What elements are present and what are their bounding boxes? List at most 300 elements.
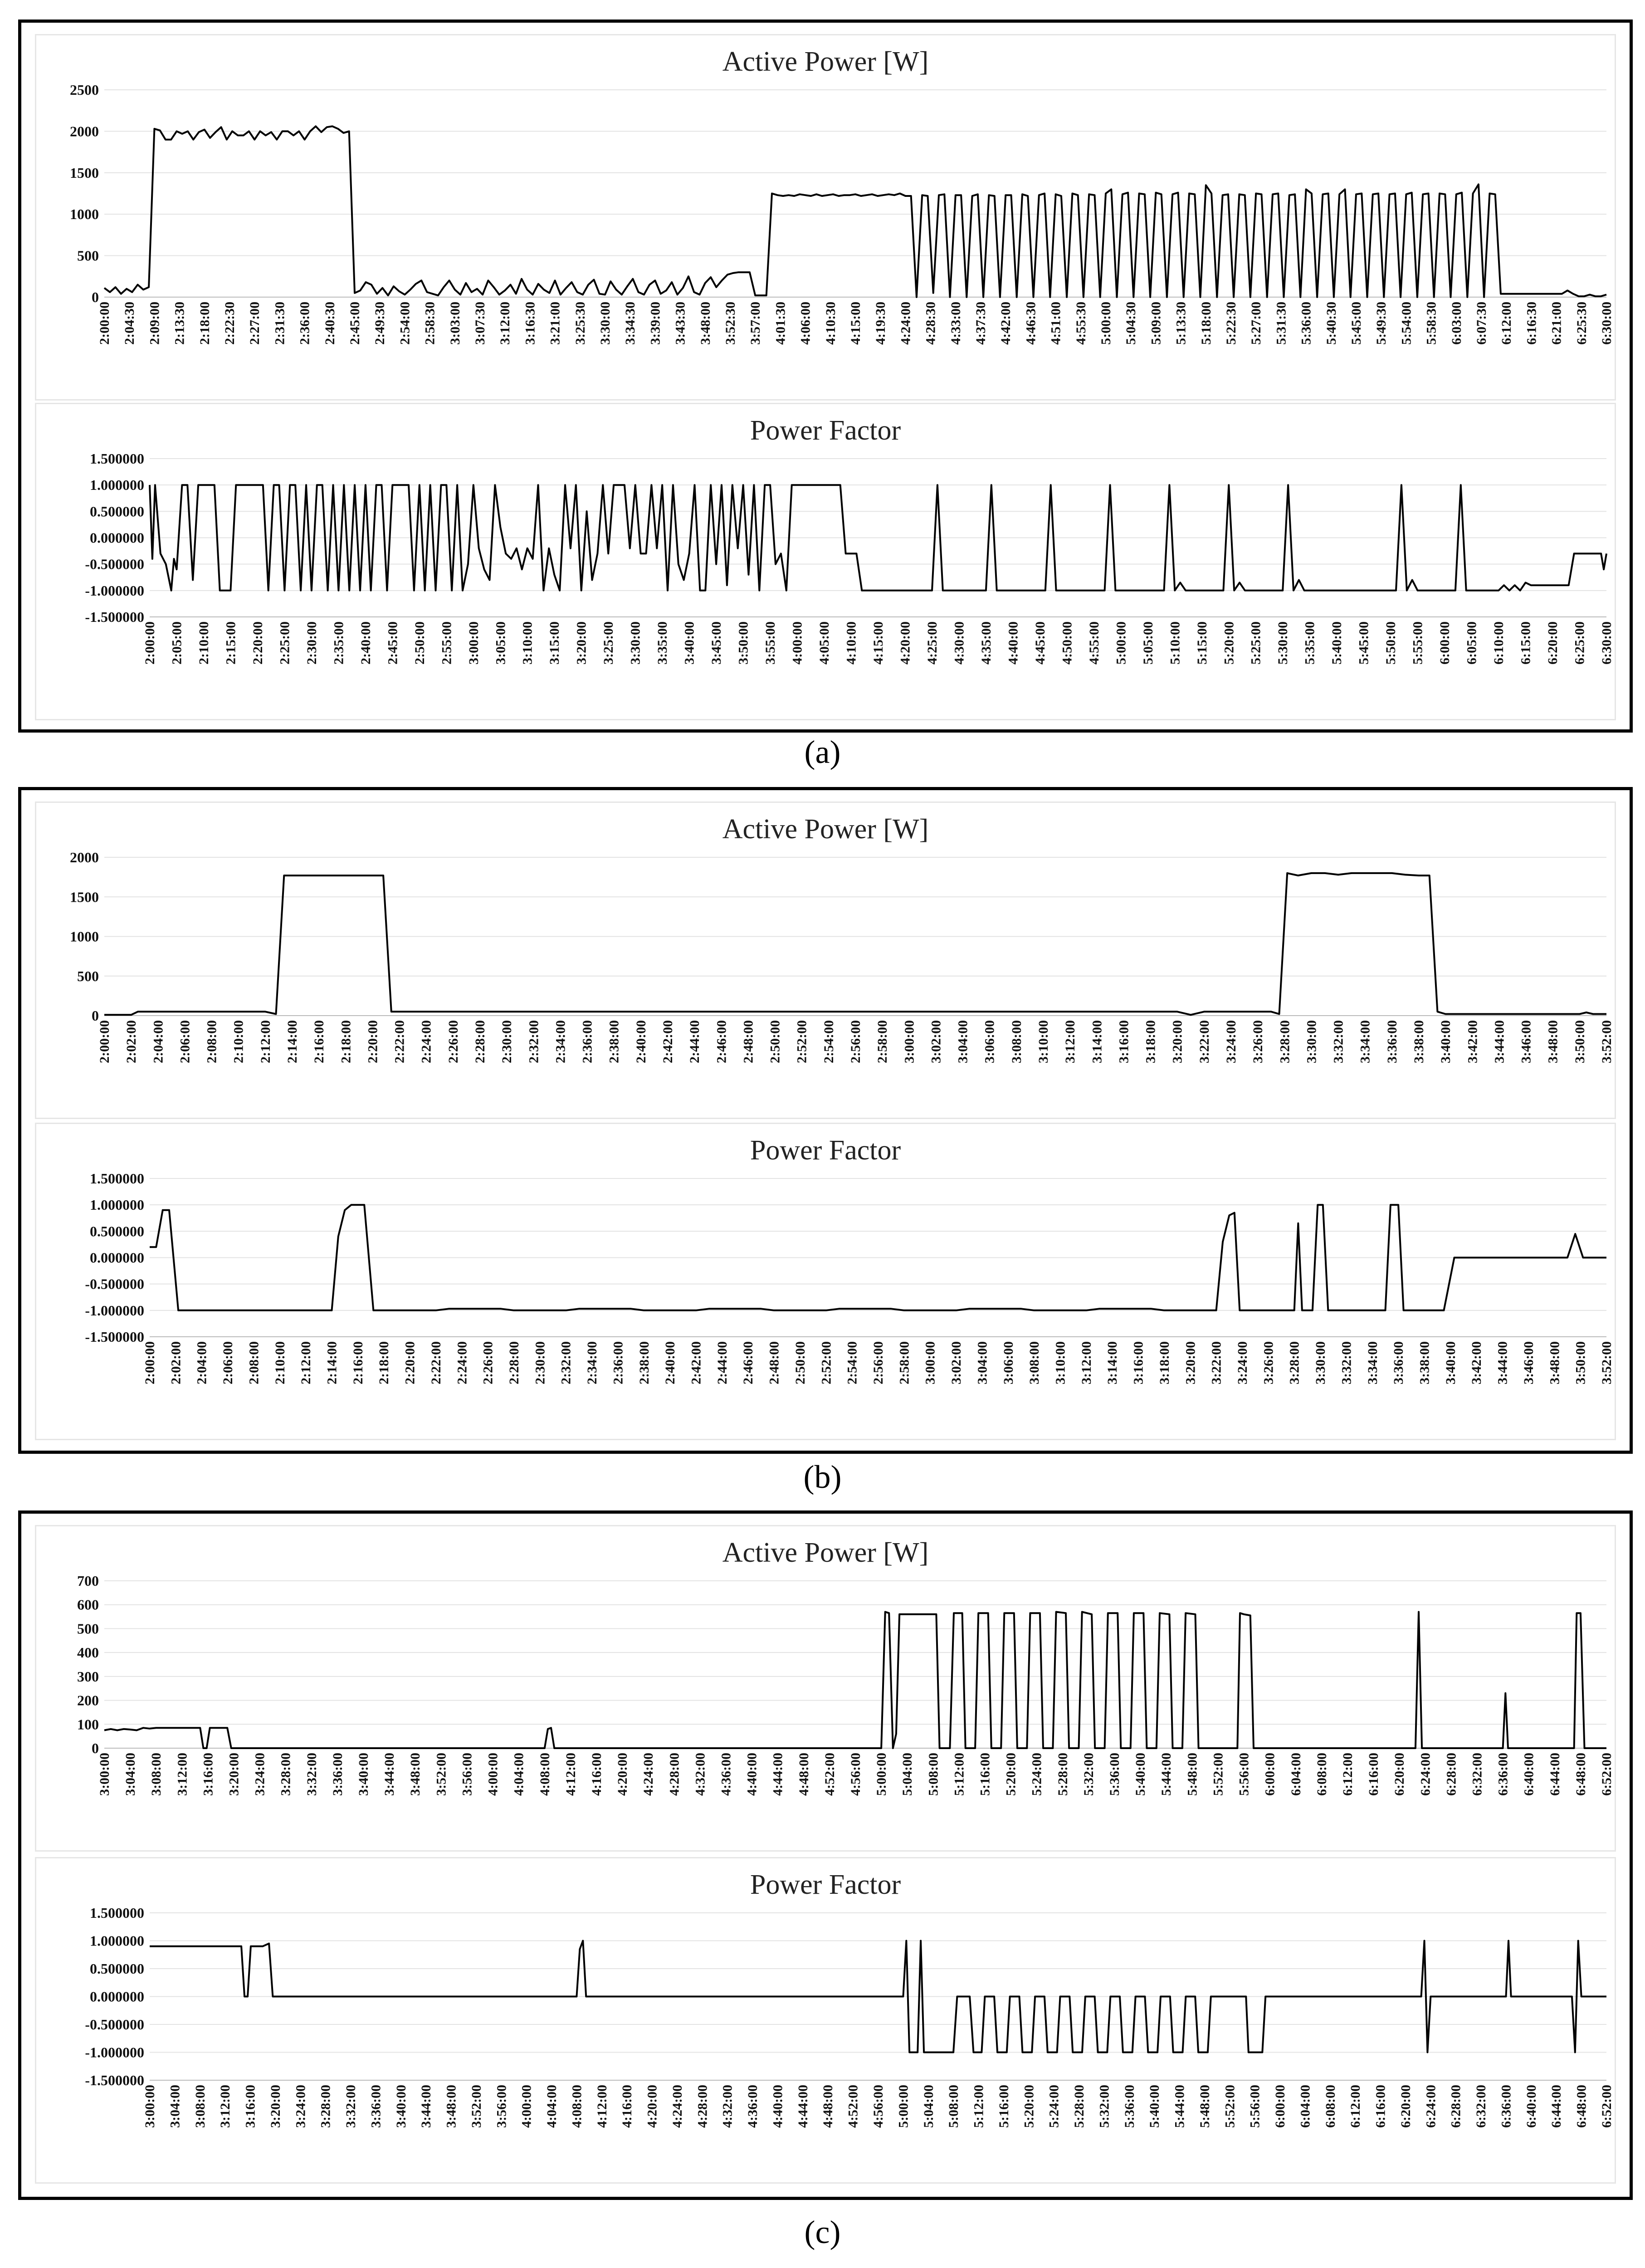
x-tick-label: 6:15:00: [1518, 621, 1533, 665]
x-tick-label: 6:08:00: [1323, 2085, 1338, 2128]
x-tick-label: 6:36:00: [1499, 2085, 1514, 2128]
series-line: [104, 873, 1606, 1015]
x-tick-label: 4:36:00: [718, 1753, 734, 1796]
x-tick-label: 3:45:00: [709, 621, 724, 665]
x-tick-label: 3:14:00: [1105, 1341, 1120, 1384]
x-tick-label: 5:00:00: [896, 2085, 911, 2128]
x-tick-label: 6:36:00: [1495, 1753, 1511, 1796]
x-tick-label: 2:45:00: [385, 621, 400, 665]
x-tick-label: 6:08:00: [1314, 1753, 1329, 1796]
x-tick-label: 2:28:00: [473, 1020, 488, 1063]
x-tick-label: 5:36:00: [1298, 302, 1314, 345]
x-tick-label: 2:22:30: [222, 302, 237, 345]
x-tick-label: 3:00:00: [466, 621, 481, 665]
x-tick-label: 3:00:00: [902, 1020, 917, 1063]
x-tick-label: 6:04:00: [1288, 1753, 1303, 1796]
chart-title: Active Power [W]: [722, 46, 929, 77]
x-tick-label: 2:22:00: [392, 1020, 407, 1063]
x-tick-label: 2:34:00: [585, 1341, 600, 1384]
x-tick-label: 5:40:30: [1323, 302, 1339, 345]
x-tick-label: 3:44:00: [419, 2085, 434, 2128]
x-tick-label: 3:12:00: [498, 302, 513, 345]
y-tick-label: -1.000000: [85, 2044, 144, 2061]
x-tick-label: 3:42:00: [1465, 1020, 1480, 1063]
x-tick-label: 2:22:00: [428, 1341, 444, 1384]
x-tick-label: 2:00:00: [142, 1341, 157, 1384]
x-tick-label: 3:52:00: [1599, 1020, 1614, 1063]
x-tick-label: 2:09:00: [147, 302, 162, 345]
x-tick-label: 3:12:00: [1063, 1020, 1078, 1063]
x-tick-label: 4:00:00: [485, 1753, 501, 1796]
x-tick-label: 4:40:00: [1006, 621, 1021, 665]
x-tick-label: 3:28:00: [278, 1753, 293, 1796]
x-tick-label: 4:16:00: [620, 2085, 635, 2128]
x-tick-label: 2:50:00: [792, 1341, 808, 1384]
x-tick-label: 3:57:00: [748, 302, 763, 345]
x-tick-label: 6:32:00: [1469, 1753, 1485, 1796]
x-tick-label: 6:40:00: [1523, 2085, 1539, 2128]
x-tick-label: 2:20:00: [365, 1020, 381, 1063]
x-tick-label: 2:13:30: [172, 302, 187, 345]
x-tick-label: 2:52:00: [794, 1020, 810, 1063]
x-tick-label: 3:22:00: [1209, 1341, 1224, 1384]
x-tick-label: 5:16:00: [996, 2085, 1011, 2128]
x-tick-label: 4:55:00: [1086, 621, 1102, 665]
x-tick-label: 2:38:00: [606, 1020, 622, 1063]
x-tick-label: 4:51:00: [1048, 302, 1064, 345]
y-tick-label: -0.500000: [85, 556, 144, 572]
x-tick-label: 2:06:00: [177, 1020, 193, 1063]
x-tick-label: 3:20:00: [574, 621, 589, 665]
y-tick-label: 200: [77, 1692, 99, 1709]
x-tick-label: 3:18:00: [1157, 1341, 1172, 1384]
x-tick-label: 3:02:00: [928, 1020, 944, 1063]
x-tick-label: 3:50:00: [736, 621, 751, 665]
x-tick-label: 3:38:00: [1417, 1341, 1432, 1384]
x-tick-label: 2:24:00: [454, 1341, 470, 1384]
x-tick-label: 3:40:00: [1438, 1020, 1454, 1063]
x-tick-label: 6:16:00: [1373, 2085, 1388, 2128]
x-tick-label: 3:43:30: [673, 302, 688, 345]
x-tick-label: 4:28:00: [667, 1753, 682, 1796]
x-tick-label: 3:30:00: [628, 621, 643, 665]
x-tick-label: 6:07:30: [1474, 302, 1489, 345]
x-tick-label: 4:28:00: [695, 2085, 710, 2128]
x-tick-label: 2:26:00: [445, 1020, 461, 1063]
x-tick-label: 4:25:00: [924, 621, 940, 665]
x-tick-label: 3:04:00: [975, 1341, 990, 1384]
x-tick-label: 4:45:00: [1032, 621, 1048, 665]
x-tick-label: 4:05:00: [817, 621, 832, 665]
x-tick-label: 6:52:00: [1599, 2085, 1614, 2128]
x-tick-label: 2:02:00: [124, 1020, 139, 1063]
x-tick-label: 2:08:00: [246, 1341, 262, 1384]
x-tick-label: 6:52:00: [1599, 1753, 1614, 1796]
x-tick-label: 3:36:00: [330, 1753, 345, 1796]
x-tick-label: 3:12:00: [1079, 1341, 1094, 1384]
x-tick-label: 3:00:00: [97, 1753, 112, 1796]
x-tick-label: 5:28:00: [1072, 2085, 1087, 2128]
x-tick-label: 4:24:00: [641, 1753, 656, 1796]
x-tick-label: 6:24:00: [1418, 1753, 1433, 1796]
x-tick-label: 3:05:00: [493, 621, 508, 665]
x-tick-label: 2:48:00: [741, 1020, 756, 1063]
x-tick-label: 3:35:00: [655, 621, 670, 665]
y-tick-label: 2000: [70, 123, 99, 140]
y-tick-label: 0.000000: [90, 529, 144, 546]
x-tick-label: 6:04:00: [1298, 2085, 1313, 2128]
x-tick-label: 4:19:30: [873, 302, 888, 345]
x-tick-label: 3:00:00: [923, 1341, 938, 1384]
x-tick-label: 6:05:00: [1464, 621, 1479, 665]
x-tick-label: 3:40:00: [682, 621, 697, 665]
x-tick-label: 4:33:00: [948, 302, 963, 345]
x-tick-label: 2:14:00: [285, 1020, 300, 1063]
x-tick-label: 6:28:00: [1444, 1753, 1459, 1796]
x-tick-label: 3:32:00: [304, 1753, 319, 1796]
x-tick-label: 5:15:00: [1194, 621, 1210, 665]
x-tick-label: 3:04:00: [123, 1753, 138, 1796]
x-tick-label: 6:20:00: [1545, 621, 1561, 665]
series-line: [150, 1941, 1606, 2053]
x-tick-label: 5:45:00: [1356, 621, 1372, 665]
x-tick-label: 4:12:00: [594, 2085, 610, 2128]
x-tick-label: 5:49:30: [1374, 302, 1389, 345]
x-tick-label: 2:04:30: [122, 302, 137, 345]
caption-c: (c): [804, 2214, 841, 2250]
x-tick-label: 5:40:00: [1329, 621, 1345, 665]
x-tick-label: 3:04:00: [167, 2085, 183, 2128]
x-tick-label: 3:00:00: [142, 2085, 157, 2128]
x-tick-label: 2:10:00: [272, 1341, 288, 1384]
x-tick-label: 5:28:00: [1055, 1753, 1070, 1796]
x-tick-label: 3:07:30: [473, 302, 488, 345]
x-tick-label: 2:14:00: [324, 1341, 340, 1384]
x-tick-label: 5:24:00: [1029, 1753, 1045, 1796]
x-tick-label: 3:40:00: [1443, 1341, 1458, 1384]
y-tick-label: -1.500000: [85, 2072, 144, 2088]
x-tick-label: 4:04:00: [544, 2085, 560, 2128]
panel-c: [18, 1510, 1633, 2200]
x-tick-label: 3:52:00: [469, 2085, 484, 2128]
x-tick-label: 5:04:00: [921, 2085, 936, 2128]
x-tick-label: 6:25:30: [1574, 302, 1589, 345]
x-tick-label: 2:40:00: [358, 621, 373, 665]
series-line: [104, 1612, 1606, 1749]
x-tick-label: 4:37:30: [973, 302, 988, 345]
x-tick-label: 3:44:00: [1492, 1020, 1507, 1063]
y-tick-label: 1000: [70, 206, 99, 223]
x-tick-label: 2:12:00: [258, 1020, 273, 1063]
x-tick-label: 2:00:00: [142, 621, 157, 665]
x-tick-label: 6:00:00: [1262, 1753, 1278, 1796]
x-tick-label: 3:25:00: [601, 621, 616, 665]
x-tick-label: 2:16:00: [350, 1341, 366, 1384]
x-tick-label: 2:44:00: [687, 1020, 703, 1063]
caption-a: (a): [804, 734, 841, 770]
y-tick-label: 500: [77, 247, 99, 264]
x-tick-label: 5:12:00: [952, 1753, 967, 1796]
x-tick-label: 4:50:00: [1059, 621, 1075, 665]
x-tick-label: 5:05:00: [1140, 621, 1156, 665]
panel-b: [18, 787, 1633, 1454]
x-tick-label: 3:08:00: [1027, 1341, 1042, 1384]
x-tick-label: 4:36:00: [745, 2085, 761, 2128]
x-tick-label: 3:39:00: [648, 302, 663, 345]
y-tick-label: -1.500000: [85, 1329, 144, 1345]
x-tick-label: 5:27:00: [1249, 302, 1264, 345]
x-tick-label: 6:40:00: [1521, 1753, 1537, 1796]
x-tick-label: 4:15:00: [871, 621, 886, 665]
x-tick-label: 6:44:00: [1549, 2085, 1564, 2128]
x-tick-label: 2:25:00: [277, 621, 293, 665]
x-tick-label: 5:45:00: [1349, 302, 1364, 345]
x-tick-label: 3:56:00: [494, 2085, 509, 2128]
x-tick-label: 4:06:00: [798, 302, 813, 345]
x-tick-label: 2:18:00: [376, 1341, 392, 1384]
x-tick-label: 5:58:30: [1424, 302, 1439, 345]
x-tick-label: 2:27:00: [247, 302, 263, 345]
x-tick-label: 3:30:00: [598, 302, 613, 345]
y-tick-label: -1.000000: [85, 582, 144, 599]
x-tick-label: 5:04:00: [900, 1753, 915, 1796]
x-tick-label: 3:10:00: [1036, 1020, 1051, 1063]
x-tick-label: 5:32:00: [1097, 2085, 1112, 2128]
x-tick-label: 2:30:00: [532, 1341, 548, 1384]
x-tick-label: 3:48:00: [698, 302, 713, 345]
x-tick-label: 3:06:00: [982, 1020, 997, 1063]
x-tick-label: 4:32:00: [693, 1753, 708, 1796]
x-tick-label: 4:20:00: [644, 2085, 660, 2128]
x-tick-label: 2:10:00: [231, 1020, 246, 1063]
x-tick-label: 2:00:00: [97, 1020, 112, 1063]
x-tick-label: 6:12:00: [1340, 1753, 1355, 1796]
x-tick-label: 3:24:00: [1224, 1020, 1239, 1063]
x-tick-label: 3:34:00: [1357, 1020, 1373, 1063]
x-tick-label: 5:10:00: [1167, 621, 1183, 665]
x-tick-label: 3:14:00: [1089, 1020, 1105, 1063]
x-tick-label: 6:00:00: [1437, 621, 1453, 665]
x-tick-label: 3:46:00: [1521, 1341, 1536, 1384]
x-tick-label: 3:36:00: [1391, 1341, 1406, 1384]
x-tick-label: 2:08:00: [204, 1020, 220, 1063]
x-tick-label: 3:30:00: [1313, 1341, 1328, 1384]
x-tick-label: 2:28:00: [507, 1341, 522, 1384]
x-tick-label: 3:52:00: [1599, 1341, 1614, 1384]
x-tick-label: 3:52:30: [723, 302, 738, 345]
x-tick-label: 3:30:00: [1304, 1020, 1319, 1063]
x-tick-label: 6:32:00: [1474, 2085, 1489, 2128]
x-tick-label: 6:20:00: [1398, 2085, 1413, 2128]
x-tick-label: 4:52:00: [822, 1753, 837, 1796]
x-tick-label: 2:20:00: [250, 621, 265, 665]
x-tick-label: 3:20:00: [226, 1753, 242, 1796]
x-tick-label: 6:25:00: [1572, 621, 1587, 665]
x-tick-label: 4:42:00: [998, 302, 1014, 345]
x-tick-label: 3:10:00: [520, 621, 535, 665]
x-tick-label: 3:40:00: [356, 1753, 371, 1796]
x-tick-label: 5:08:00: [926, 1753, 941, 1796]
chart-c-power-factor: [35, 1857, 1616, 2184]
x-tick-label: 2:10:00: [196, 621, 211, 665]
x-tick-label: 5:48:00: [1197, 2085, 1212, 2128]
x-tick-label: 2:15:00: [223, 621, 239, 665]
y-tick-label: 300: [77, 1668, 99, 1685]
series-line: [104, 126, 1606, 297]
x-tick-label: 5:00:00: [1098, 302, 1113, 345]
y-tick-label: -1.000000: [85, 1302, 144, 1319]
x-tick-label: 2:26:00: [480, 1341, 496, 1384]
x-tick-label: 2:06:00: [220, 1341, 236, 1384]
x-tick-label: 6:30:00: [1599, 621, 1614, 665]
x-tick-label: 4:00:00: [790, 621, 805, 665]
x-tick-label: 3:44:00: [1495, 1341, 1510, 1384]
x-tick-label: 2:54:00: [397, 302, 413, 345]
x-tick-label: 5:44:00: [1172, 2085, 1187, 2128]
x-tick-label: 4:00:00: [519, 2085, 534, 2128]
x-tick-label: 3:21:00: [547, 302, 563, 345]
x-tick-label: 3:02:00: [949, 1341, 964, 1384]
y-tick-label: 0.500000: [90, 1960, 144, 1977]
x-tick-label: 3:40:00: [393, 2085, 409, 2128]
x-tick-label: 5:20:00: [1003, 1753, 1019, 1796]
x-tick-label: 3:28:00: [318, 2085, 333, 2128]
x-tick-label: 2:48:00: [766, 1341, 782, 1384]
x-tick-label: 5:50:00: [1383, 621, 1399, 665]
x-tick-label: 3:18:00: [1143, 1020, 1158, 1063]
x-tick-label: 3:28:00: [1277, 1020, 1293, 1063]
x-tick-label: 6:28:00: [1448, 2085, 1464, 2128]
x-tick-label: 2:46:00: [714, 1020, 729, 1063]
x-tick-label: 6:48:00: [1573, 1753, 1588, 1796]
x-tick-label: 5:55:00: [1410, 621, 1425, 665]
x-tick-label: 2:36:00: [580, 1020, 595, 1063]
x-tick-label: 3:16:00: [1116, 1020, 1132, 1063]
x-tick-label: 2:18:00: [197, 302, 212, 345]
chart-b-power-factor: [35, 1123, 1616, 1440]
x-tick-label: 5:08:00: [946, 2085, 962, 2128]
x-tick-label: 2:36:00: [610, 1341, 626, 1384]
x-tick-label: 2:58:30: [422, 302, 438, 345]
y-tick-label: 400: [77, 1644, 99, 1661]
x-tick-label: 3:44:00: [382, 1753, 397, 1796]
x-tick-label: 2:42:00: [660, 1020, 675, 1063]
x-tick-label: 6:24:00: [1423, 2085, 1439, 2128]
x-tick-label: 4:24:00: [669, 2085, 685, 2128]
x-tick-label: 5:09:00: [1148, 302, 1164, 345]
x-tick-label: 6:44:00: [1547, 1753, 1562, 1796]
x-tick-label: 5:04:30: [1123, 302, 1139, 345]
y-tick-label: 500: [77, 1620, 99, 1637]
x-tick-label: 4:35:00: [978, 621, 994, 665]
chart-title: Power Factor: [750, 415, 901, 446]
x-tick-label: 3:42:00: [1469, 1341, 1484, 1384]
x-tick-label: 4:30:00: [952, 621, 967, 665]
x-tick-label: 6:12:00: [1348, 2085, 1363, 2128]
x-tick-label: 5:56:00: [1236, 1753, 1252, 1796]
x-tick-label: 4:48:00: [820, 2085, 836, 2128]
x-tick-label: 3:48:00: [1547, 1341, 1562, 1384]
x-tick-label: 2:52:00: [819, 1341, 834, 1384]
x-tick-label: 5:54:00: [1399, 302, 1414, 345]
x-tick-label: 6:48:00: [1574, 2085, 1589, 2128]
x-tick-label: 5:00:00: [874, 1753, 889, 1796]
x-tick-label: 3:32:00: [343, 2085, 359, 2128]
x-tick-label: 5:44:00: [1159, 1753, 1174, 1796]
y-tick-label: 1000: [70, 928, 99, 945]
x-tick-label: 6:21:00: [1549, 302, 1564, 345]
x-tick-label: 3:15:00: [547, 621, 562, 665]
y-tick-label: 1.000000: [90, 477, 144, 494]
x-tick-label: 5:40:00: [1133, 1753, 1148, 1796]
y-tick-label: 100: [77, 1716, 99, 1733]
x-tick-label: 4:10:30: [823, 302, 838, 345]
x-tick-label: 2:38:00: [636, 1341, 652, 1384]
chart-a-active-power: [35, 34, 1616, 401]
y-tick-label: 1500: [70, 164, 99, 181]
x-tick-label: 4:52:00: [845, 2085, 861, 2128]
y-tick-label: 0.000000: [90, 1988, 144, 2005]
x-tick-label: 6:20:00: [1392, 1753, 1407, 1796]
x-tick-label: 4:44:00: [795, 2085, 810, 2128]
x-tick-label: 2:54:00: [821, 1020, 836, 1063]
x-tick-label: 2:56:00: [871, 1341, 886, 1384]
x-tick-label: 2:49:30: [372, 302, 388, 345]
x-tick-label: 4:44:00: [770, 1753, 786, 1796]
y-tick-label: 1500: [70, 889, 99, 905]
x-tick-label: 2:34:00: [553, 1020, 568, 1063]
x-tick-label: 2:32:00: [558, 1341, 574, 1384]
x-tick-label: 4:08:00: [569, 2085, 585, 2128]
y-tick-label: 0: [92, 1740, 99, 1756]
x-tick-label: 4:08:00: [537, 1753, 552, 1796]
y-tick-label: 1.500000: [90, 450, 144, 467]
x-tick-label: 5:32:00: [1081, 1753, 1096, 1796]
x-tick-label: 3:06:00: [1001, 1341, 1016, 1384]
x-tick-label: 4:15:00: [848, 302, 863, 345]
x-tick-label: 3:16:00: [200, 1753, 216, 1796]
x-tick-label: 2:40:00: [663, 1341, 678, 1384]
x-tick-label: 5:40:00: [1147, 2085, 1162, 2128]
x-tick-label: 3:12:00: [175, 1753, 190, 1796]
y-tick-label: -0.500000: [85, 2016, 144, 2033]
chart-b-active-power: [35, 802, 1616, 1119]
x-tick-label: 5:30:00: [1275, 621, 1291, 665]
x-tick-label: 4:16:00: [589, 1753, 604, 1796]
x-tick-label: 3:48:00: [408, 1753, 423, 1796]
y-tick-label: 500: [77, 968, 99, 984]
x-tick-label: 3:28:00: [1287, 1341, 1302, 1384]
x-tick-label: 3:52:00: [434, 1753, 449, 1796]
x-tick-label: 4:46:30: [1023, 302, 1039, 345]
x-tick-label: 5:24:00: [1046, 2085, 1062, 2128]
y-tick-label: 0.500000: [90, 503, 144, 520]
x-tick-label: 3:25:30: [572, 302, 588, 345]
x-tick-label: 2:20:00: [402, 1341, 418, 1384]
x-tick-label: 4:28:30: [923, 302, 938, 345]
x-tick-label: 3:32:00: [1331, 1020, 1346, 1063]
x-tick-label: 3:12:00: [218, 2085, 233, 2128]
x-tick-label: 2:02:00: [168, 1341, 184, 1384]
x-tick-label: 5:35:00: [1302, 621, 1318, 665]
x-tick-label: 2:54:00: [844, 1341, 860, 1384]
x-tick-label: 5:25:00: [1248, 621, 1264, 665]
x-tick-label: 3:26:00: [1250, 1020, 1266, 1063]
x-tick-label: 2:46:00: [741, 1341, 756, 1384]
x-tick-label: 3:32:00: [1339, 1341, 1354, 1384]
x-tick-label: 5:20:00: [1221, 621, 1237, 665]
chart-c-active-power: [35, 1525, 1616, 1852]
